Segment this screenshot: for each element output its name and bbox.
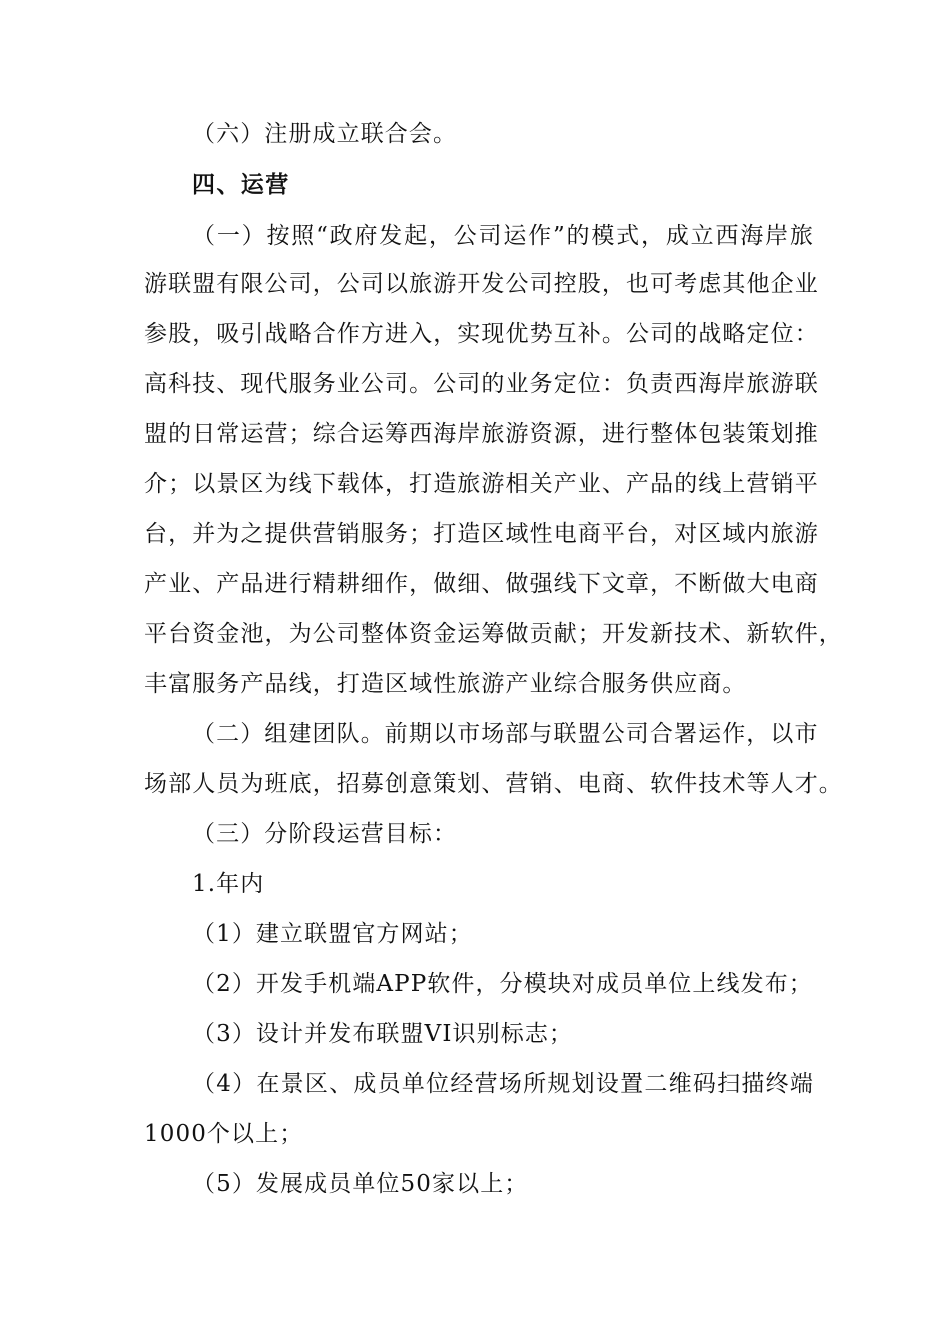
para-three-text: （三）分阶段运营目标： [192,821,458,847]
section-four-heading: 四、运营 [192,172,290,198]
para-one-line: 丰富服务产品线，打造区域性旅游产业综合服务供应商。 [144,671,747,697]
para-one-line: 游联盟有限公司，公司以旅游开发公司控股，也可考虑其他企业 [144,271,819,297]
goal-item: （2）开发手机端APP软件，分模块对成员单位上线发布； [192,971,813,997]
para-two-line: （二）组建团队。前期以市场部与联盟公司合署运作，以市 [192,721,819,747]
para-two-line: 场部人员为班底，招募创意策划、营销、电商、软件技术等人才。 [144,771,843,797]
para-one-line: （一）按照“政府发起，公司运作”的模式，成立西海岸旅 [192,223,814,249]
para-one-line: 产业、产品进行精耕细作，做细、做强线下文章，不断做大电商 [144,571,819,597]
goal-item-continuation: 1000个以上； [144,1121,304,1147]
para-one-line: 台，并为之提供营销服务；打造区域性电商平台，对区域内旅游 [144,521,819,547]
item-six-text: （六）注册成立联合会。 [192,121,458,147]
para-one-line: 高科技、现代服务业公司。公司的业务定位：负责西海岸旅游联 [144,371,819,397]
stage-one-title: 1.年内 [192,871,265,897]
goal-item: （5）发展成员单位50家以上； [192,1171,529,1197]
para-one-line: 参股，吸引战略合作方进入，实现优势互补。公司的战略定位： [144,321,819,347]
goal-item: （1）建立联盟官方网站； [192,921,473,947]
goal-item: （3）设计并发布联盟VI识别标志； [192,1021,574,1047]
para-one-line: 盟的日常运营；综合运筹西海岸旅游资源，进行整体包装策划推 [144,421,819,447]
para-one-line: 介；以景区为线下载体，打造旅游相关产业、产品的线上营销平 [144,471,819,497]
goal-item: （4）在景区、成员单位经营场所规划设置二维码扫描终端 [192,1071,814,1097]
para-one-line: 平台资金池，为公司整体资金运筹做贡献；开发新技术、新软件， [144,621,843,647]
